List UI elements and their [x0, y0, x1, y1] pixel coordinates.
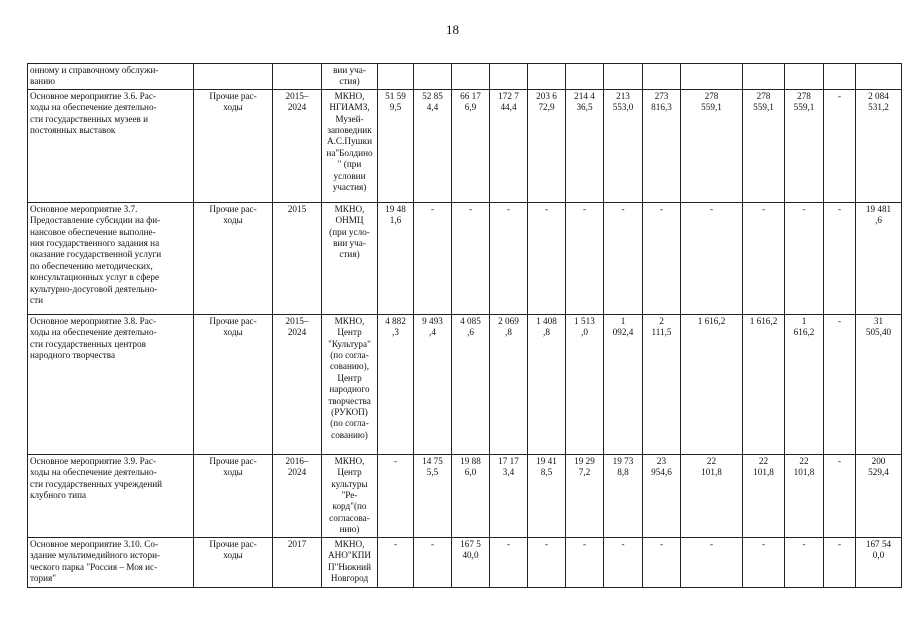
year-value-cell: - — [824, 454, 856, 537]
total-cell: 31 505,40 — [856, 314, 902, 454]
year-value-cell: 22 101,8 — [785, 454, 824, 537]
funding-source-cell: Прочие рас- ходы — [194, 202, 273, 314]
year-value-cell: 19 73 8,8 — [604, 454, 643, 537]
year-value-cell: - — [490, 537, 528, 587]
year-value-cell: - — [378, 454, 414, 537]
funding-source-cell: Прочие рас- ходы — [194, 89, 273, 202]
year-value-cell: 1 092,4 — [604, 314, 643, 454]
table-row — [28, 202, 902, 314]
year-value-cell: - — [604, 202, 643, 314]
year-value-cell: 66 17 6,9 — [452, 89, 490, 202]
year-value-cell: 4 882 ,3 — [378, 314, 414, 454]
year-value-cell: - — [824, 202, 856, 314]
executor-cell: вии уча- стия) — [322, 64, 378, 90]
activity-name-cell: Основное мероприятие 3.8. Рас- ходы на обеспечение деятельно- сти государственных центров народного творчества — [28, 314, 194, 454]
total-cell: 2 084 531,2 — [856, 89, 902, 202]
total-cell: 167 54 0,0 — [856, 537, 902, 587]
table-row — [28, 64, 902, 90]
year-value-cell: 1 616,2 — [743, 314, 785, 454]
year-value-cell: - — [681, 537, 743, 587]
activity-name-cell: Основное мероприятие 3.9. Рас- ходы на обеспечение деятельно- сти государственных учреждений клубного типа — [28, 454, 194, 537]
year-value-cell: - — [414, 537, 452, 587]
table-row — [28, 537, 902, 587]
funding-source-cell: Прочие рас- ходы — [194, 314, 273, 454]
year-value-cell — [681, 64, 743, 90]
year-value-cell — [604, 64, 643, 90]
year-value-cell — [378, 64, 414, 90]
year-value-cell: 1 513 ,0 — [566, 314, 604, 454]
year-value-cell: 278 559,1 — [785, 89, 824, 202]
executor-cell: МКНО, НГИАМЗ, Музей- заповедник А.С.Пушки на"Болдино " (при условии участия) — [322, 89, 378, 202]
year-value-cell: 14 75 5,5 — [414, 454, 452, 537]
year-value-cell: 213 553,0 — [604, 89, 643, 202]
period-cell: 2015– 2024 — [273, 89, 322, 202]
funding-source-cell — [194, 64, 273, 90]
year-value-cell: - — [643, 202, 681, 314]
year-value-cell: 2 111,5 — [643, 314, 681, 454]
total-cell: 200 529,4 — [856, 454, 902, 537]
year-value-cell — [743, 64, 785, 90]
activity-name-cell: Основное мероприятие 3.7. Предоставление субсидии на фи- нансовое обеспечение выполне- ния государственного задания на оказание государственной услуги по обеспечению методических, консультационных услуг в сфере культурно-досуговой деятельно- сти — [28, 202, 194, 314]
executor-cell: МКНО, Центр культуры "Ре- корд"(по согласова- нию) — [322, 454, 378, 537]
year-value-cell: 19 88 6,0 — [452, 454, 490, 537]
year-value-cell: - — [743, 537, 785, 587]
year-value-cell: - — [566, 202, 604, 314]
activity-name-cell: Основное мероприятие 3.10. Со- здание мультимедийного истори- ческого парка "Россия – Моя ис- тория" — [28, 537, 194, 587]
year-value-cell — [414, 64, 452, 90]
period-cell: 2015– 2024 — [273, 314, 322, 454]
executor-cell: МКНО, АНО"КПИ П"Нижний Новгород — [322, 537, 378, 587]
year-value-cell: 19 29 7,2 — [566, 454, 604, 537]
year-value-cell: - — [414, 202, 452, 314]
year-value-cell — [643, 64, 681, 90]
period-cell: 2015 — [273, 202, 322, 314]
year-value-cell: 278 559,1 — [681, 89, 743, 202]
year-value-cell: 1 616,2 — [785, 314, 824, 454]
page-number: 18 — [446, 22, 459, 37]
year-value-cell: 52 85 4,4 — [414, 89, 452, 202]
funding-source-cell: Прочие рас- ходы — [194, 454, 273, 537]
year-value-cell: - — [643, 537, 681, 587]
table-row — [28, 89, 902, 202]
funding-source-cell: Прочие рас- ходы — [194, 537, 273, 587]
year-value-cell: 22 101,8 — [681, 454, 743, 537]
year-value-cell: - — [378, 537, 414, 587]
table-row — [28, 454, 902, 537]
year-value-cell: 19 48 1,6 — [378, 202, 414, 314]
year-value-cell: 4 085 ,6 — [452, 314, 490, 454]
year-value-cell: 1 408 ,8 — [528, 314, 566, 454]
year-value-cell: 9 493 ,4 — [414, 314, 452, 454]
year-value-cell: 1 616,2 — [681, 314, 743, 454]
year-value-cell: - — [528, 202, 566, 314]
year-value-cell: 167 5 40,0 — [452, 537, 490, 587]
year-value-cell: 214 4 36,5 — [566, 89, 604, 202]
activity-name-cell: Основное мероприятие 3.6. Рас- ходы на обеспечение деятельно- сти государственных музеев и постоянных выставок — [28, 89, 194, 202]
year-value-cell: 22 101,8 — [743, 454, 785, 537]
year-value-cell — [566, 64, 604, 90]
year-value-cell: 51 59 9,5 — [378, 89, 414, 202]
executor-cell: МКНО, Центр "Культура" (по согла- сованию), Центр народного творчества (РУКОП) (по согла- сованию) — [322, 314, 378, 454]
year-value-cell — [528, 64, 566, 90]
year-value-cell: 2 069 ,8 — [490, 314, 528, 454]
year-value-cell — [490, 64, 528, 90]
year-value-cell: - — [604, 537, 643, 587]
year-value-cell: - — [824, 314, 856, 454]
year-value-cell: 23 954,6 — [643, 454, 681, 537]
activity-name-cell: онному и справочному обслужи- ванию — [28, 64, 194, 90]
year-value-cell: 203 6 72,9 — [528, 89, 566, 202]
year-value-cell: - — [566, 537, 604, 587]
total-cell — [856, 64, 902, 90]
year-value-cell — [785, 64, 824, 90]
year-value-cell: - — [743, 202, 785, 314]
year-value-cell: 19 41 8,5 — [528, 454, 566, 537]
year-value-cell: - — [490, 202, 528, 314]
year-value-cell: - — [785, 537, 824, 587]
period-cell — [273, 64, 322, 90]
year-value-cell: - — [785, 202, 824, 314]
total-cell: 19 481 ,6 — [856, 202, 902, 314]
year-value-cell: - — [824, 89, 856, 202]
year-value-cell: - — [452, 202, 490, 314]
table-row — [28, 314, 902, 454]
year-value-cell: 273 816,3 — [643, 89, 681, 202]
year-value-cell: 17 17 3,4 — [490, 454, 528, 537]
period-cell: 2017 — [273, 537, 322, 587]
year-value-cell — [824, 64, 856, 90]
year-value-cell: - — [528, 537, 566, 587]
year-value-cell: - — [681, 202, 743, 314]
executor-cell: МКНО, ОНМЦ (при усло- вии уча- стия) — [322, 202, 378, 314]
year-value-cell — [452, 64, 490, 90]
year-value-cell: 172 7 44,4 — [490, 89, 528, 202]
year-value-cell: - — [824, 537, 856, 587]
year-value-cell: 278 559,1 — [743, 89, 785, 202]
period-cell: 2016– 2024 — [273, 454, 322, 537]
budget-table — [27, 63, 902, 588]
